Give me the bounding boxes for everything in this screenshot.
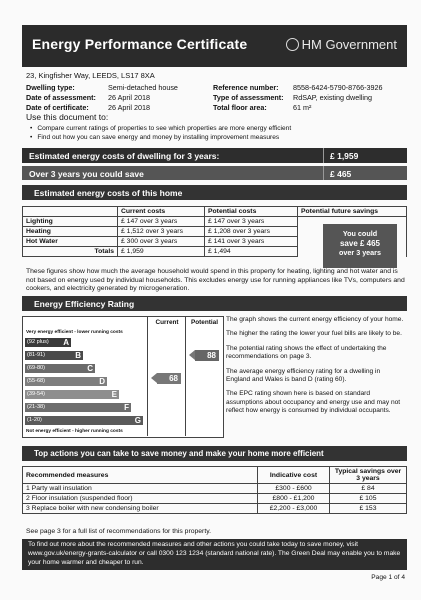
rating-band-e	[25, 390, 119, 399]
savings-callout: You could save £ 465 over 3 years	[323, 224, 397, 268]
current-rating-arrow: 68	[157, 373, 181, 384]
detail-row: Total floor area: 61 m²	[213, 103, 312, 112]
details-left	[26, 83, 178, 113]
band-range: (55-68)	[27, 378, 46, 384]
totals-row: Totals £ 1,959 £ 1,494	[23, 247, 407, 257]
band-range: (1-20)	[27, 417, 42, 423]
table-row: Hot Water £ 300 over 3 years £ 141 over 3 years	[23, 237, 407, 247]
band-range: (69-80)	[27, 365, 46, 371]
band-letter: G	[134, 416, 141, 425]
top-label: Very energy efficient - lower running costs	[26, 330, 123, 335]
band-letter: B	[75, 351, 81, 360]
efficiency-rating-chart	[22, 316, 224, 438]
detail-row: Date of certificate: 26 April 2018	[26, 103, 150, 112]
table-row: Lighting £ 147 over 3 years £ 147 over 3 years	[23, 217, 407, 227]
potential-rating-arrow: 88	[195, 350, 219, 361]
rating-band-b	[25, 351, 83, 360]
use-heading: Use this document to:	[26, 112, 109, 122]
costs-section-title: Estimated energy costs of this home	[22, 185, 407, 200]
costs-note: These figures show how much the average household would spend in this property for heating, lighting and hot water and is not based on energy used by individual households. This excludes energy use for running appliances like TVs, computers and cookers, and electricity generated by microgeneration.	[26, 268, 405, 293]
band-letter: E	[111, 390, 117, 399]
band-range: (81-91)	[27, 352, 46, 358]
table-header-row: Recommended measures Indicative cost Typical savings over 3 years	[23, 467, 407, 484]
actions-section-title: Top actions you can take to save money and make your home more efficient	[22, 446, 407, 461]
rating-band-d	[25, 377, 107, 386]
recommendations-table	[22, 466, 407, 514]
current-column-header: Current	[147, 317, 186, 329]
table-row: Heating £ 1,512 over 3 years £ 1,208 over 3 years	[23, 227, 407, 237]
page-title: Energy Performance Certificate	[32, 36, 248, 52]
detail-row: Dwelling type: Semi-detached house	[26, 83, 178, 92]
band-range: (39-54)	[27, 391, 46, 397]
band-letter: A	[63, 338, 69, 347]
band-letter: F	[124, 403, 129, 412]
detail-row: Reference number: 8558-6424-5790-8766-3926	[213, 83, 383, 92]
property-address: 23, Kingfisher Way, LEEDS, LS17 8XA	[26, 71, 155, 80]
table-row: 2 Floor insulation (suspended floor) £800 - £1,200 £ 105	[23, 494, 407, 504]
band-range: (21-38)	[27, 404, 46, 410]
table-header-row: Current costs Potential costs Potential future savings	[23, 207, 407, 217]
estimated-costs-bar: Estimated energy costs of dwelling for 3 years: £ 1,959	[22, 148, 407, 163]
header-banner	[22, 25, 407, 67]
details-right	[213, 83, 383, 113]
bottom-label: Not energy efficient - higher running costs	[26, 429, 123, 434]
detail-row: Date of assessment: 26 April 2018	[26, 93, 150, 102]
rating-band-f	[25, 403, 131, 412]
government-brand: HM Government	[286, 37, 397, 52]
rating-band-g	[25, 416, 143, 425]
rating-band-a	[25, 338, 71, 347]
crest-icon	[286, 38, 299, 51]
footer-info: To find out more about the recommended measures and other actions you could take today to save money, visit www.gov.uk/energy-grants-calculator or call 0300 123 1234 (standard national rate). The Green Deal may enable you to make your home warmer and cheaper to run.	[22, 539, 407, 570]
use-bullet: • Find out how you can save energy and money by installing improvement measures	[30, 134, 279, 141]
table-row: 3 Replace boiler with new condensing boiler £2,200 - £3,000 £ 153	[23, 504, 407, 514]
band-range: (92 plus)	[27, 339, 49, 345]
use-bullet: • Compare current ratings of properties to see which properties are more energy efficient	[30, 125, 291, 132]
potential-column-header: Potential	[185, 317, 223, 329]
band-letter: D	[99, 377, 105, 386]
rating-band-c	[25, 364, 95, 373]
see-page-note: See page 3 for a full list of recommendations for this property.	[26, 528, 211, 535]
table-row: 1 Party wall insulation £300 - £600 £ 84	[23, 484, 407, 494]
band-letter: C	[87, 364, 93, 373]
savings-bar: Over 3 years you could save £ 465	[22, 166, 407, 180]
rating-text: The graph shows the current energy efficiency of your home. The higher the rating the lower your fuel bills are likely to be. The potential rating shows the effect of undertaking the recommendations on page 3. The average energy efficiency rating for a dwelling in England and Wales is band D (rating 60). The EPC rating shown here is based on standard assumptions about occupancy and energy use and may not reflect how energy is consumed by individual occupants.	[226, 316, 404, 415]
detail-row: Type of assessment: RdSAP, existing dwelling	[213, 93, 372, 102]
efficiency-section-title: Energy Efficiency Rating	[22, 296, 407, 311]
page-number: Page 1 of 4	[371, 574, 405, 581]
